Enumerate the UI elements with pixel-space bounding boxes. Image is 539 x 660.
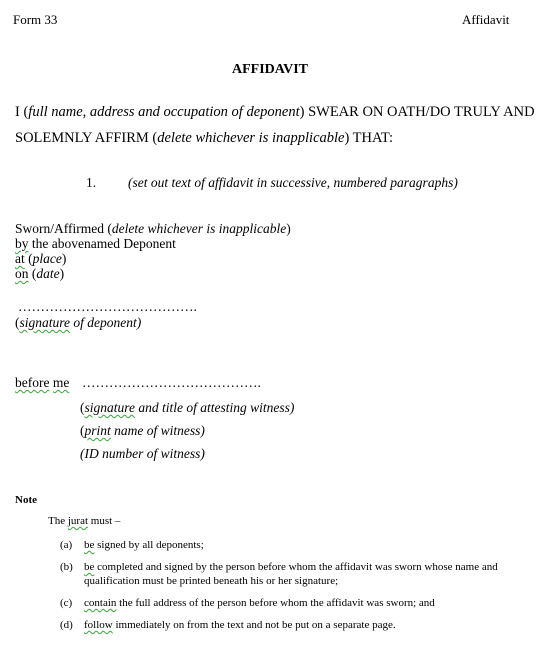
note-heading: Note bbox=[15, 494, 37, 506]
note-intro: The jurat must – bbox=[48, 515, 121, 527]
intro-line-1: I (full name, address and occupation of deponent) SWEAR ON OATH/DO TRULY AND bbox=[15, 104, 535, 120]
deponent-signature-line: …………………………………. bbox=[18, 299, 197, 314]
intro-line-2: SOLEMNLY AFFIRM (delete whichever is inapplicable) THAT: bbox=[15, 130, 394, 146]
witness-id-label: (ID number of witness) bbox=[80, 446, 205, 461]
note-item-marker: (a) bbox=[60, 539, 73, 551]
by-deponent-line: by the abovenamed Deponent bbox=[15, 236, 176, 251]
witness-signature-line: …………………………………. bbox=[82, 375, 261, 390]
form-number: Form 33 bbox=[13, 12, 58, 27]
deponent-signature-label: (signature of deponent) bbox=[15, 315, 142, 330]
note-item-text: contain the full address of the person before whom the affidavit was sworn; and bbox=[84, 597, 435, 609]
note-item-text-continued: qualification must be printed beneath his or her signature; bbox=[84, 575, 339, 587]
note-item-marker: (d) bbox=[60, 619, 73, 631]
note-item-marker: (b) bbox=[60, 561, 73, 573]
note-item-text: be completed and signed by the person before whom the affidavit was sworn whose name and bbox=[84, 561, 498, 573]
sworn-line: Sworn/Affirmed (delete whichever is inapplicable) bbox=[15, 221, 291, 236]
paragraph-number: 1. bbox=[86, 175, 97, 190]
note-item-text: follow immediately on from the text and not be put on a separate page. bbox=[84, 619, 396, 631]
at-place-line: at (place) bbox=[15, 251, 67, 266]
before-me-label: before me bbox=[15, 375, 70, 390]
witness-name-label: (print name of witness) bbox=[80, 423, 205, 438]
document-type: Affidavit bbox=[462, 12, 510, 27]
document-title: AFFIDAVIT bbox=[232, 62, 308, 77]
note-item-text: be signed by all deponents; bbox=[84, 539, 204, 551]
on-date-line: on (date) bbox=[15, 266, 65, 281]
paragraph-text: (set out text of affidavit in successive, numbered paragraphs) bbox=[128, 175, 458, 190]
witness-signature-label: (signature and title of attesting witness) bbox=[80, 400, 295, 415]
note-item-marker: (c) bbox=[60, 597, 73, 609]
